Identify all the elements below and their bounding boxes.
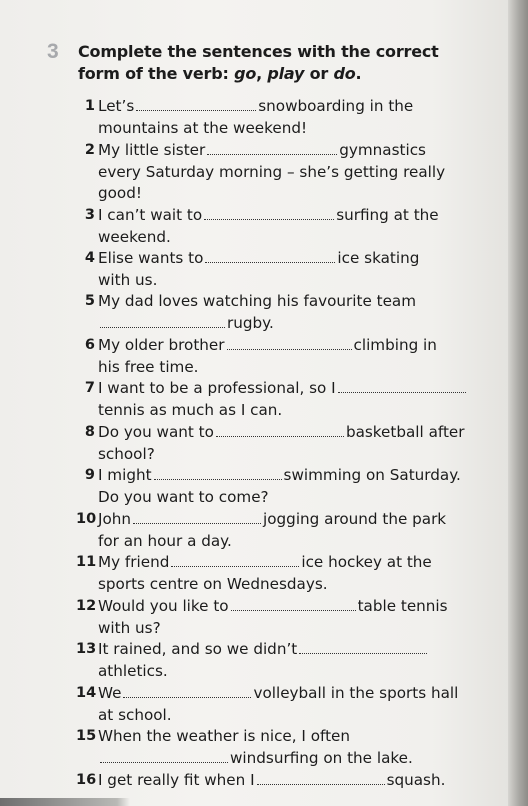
answer-blank[interactable] xyxy=(123,683,251,698)
item-number: 3 xyxy=(84,207,95,223)
sentence-line xyxy=(98,96,413,118)
answer-blank[interactable] xyxy=(216,422,344,437)
sentence-text: at school. xyxy=(98,705,172,724)
sentence-text: I get really fit when I xyxy=(98,771,255,789)
sentence-line xyxy=(98,227,171,249)
sentence-text: ice hockey at the xyxy=(301,553,432,571)
sentence-text: rugby. xyxy=(227,313,274,332)
sentence-line xyxy=(98,313,274,335)
sentence-line xyxy=(98,531,232,553)
answer-blank[interactable] xyxy=(299,639,427,654)
sentence-text: tennis as much as I can. xyxy=(98,400,283,419)
item-number: 14 xyxy=(76,685,97,701)
sentence-text: When the weather is nice, I often xyxy=(98,727,351,745)
sentence-line xyxy=(98,357,199,379)
sentence-line xyxy=(98,487,269,509)
answer-blank[interactable] xyxy=(100,313,225,328)
sentence-line xyxy=(98,248,419,270)
sentence-text: We xyxy=(98,684,122,702)
item-number: 4 xyxy=(84,250,95,266)
item-number: 16 xyxy=(76,772,97,788)
item-number: 1 xyxy=(84,98,95,114)
item-number: 6 xyxy=(84,337,95,353)
sentence-line xyxy=(98,444,155,466)
book-spine-edge xyxy=(508,0,528,806)
answer-blank[interactable] xyxy=(257,770,385,785)
answer-blank[interactable] xyxy=(227,335,352,350)
item-number: 2 xyxy=(84,142,95,158)
sentence-text: snowboarding in the xyxy=(258,97,414,115)
sentence-text: jogging around the park xyxy=(263,510,447,528)
sentence-line xyxy=(98,639,429,661)
sentence-line xyxy=(98,509,446,531)
sentence-text: table tennis xyxy=(357,597,448,615)
sentence-text: Elise wants to xyxy=(98,249,204,267)
answer-blank[interactable] xyxy=(154,465,282,480)
sentence-text: My little sister xyxy=(98,141,206,159)
sentence-text: sports centre on Wednesdays. xyxy=(98,574,328,593)
item-number: 12 xyxy=(76,598,97,614)
sentence-line xyxy=(98,465,461,487)
answer-blank[interactable] xyxy=(100,748,228,763)
sentence-line xyxy=(98,705,172,727)
sentence-text: Do you want to xyxy=(98,423,214,441)
sentence-line xyxy=(98,270,157,292)
sentence-text: Would you like to xyxy=(98,597,229,615)
sentence-line xyxy=(98,183,142,205)
sentence-text: weekend. xyxy=(98,227,171,246)
sentence-line xyxy=(98,335,437,357)
item-number: 8 xyxy=(84,424,95,440)
sentence-text: with us? xyxy=(98,618,161,637)
sentence-text: his free time. xyxy=(98,357,199,376)
item-number: 9 xyxy=(84,467,95,483)
item-number: 7 xyxy=(84,380,95,396)
sentence-line xyxy=(98,291,416,313)
answer-blank[interactable] xyxy=(133,509,261,524)
sentence-line xyxy=(98,378,468,400)
sentence-text: It rained, and so we didn’t xyxy=(98,640,298,658)
sentence-text: I want to be a professional, so I xyxy=(98,379,336,397)
sentence-line xyxy=(98,162,445,184)
sentence-text: I can’t wait to xyxy=(98,206,203,224)
sentence-text: ice skating xyxy=(337,249,420,267)
item-number: 13 xyxy=(76,641,97,657)
sentence-text: My friend xyxy=(98,553,170,571)
sentence-line xyxy=(98,661,168,683)
sentence-text: athletics. xyxy=(98,661,168,680)
sentence-text: My older brother xyxy=(98,336,225,354)
sentence-line xyxy=(98,683,458,705)
sentence-line xyxy=(98,140,426,162)
sentence-text: Let’s xyxy=(98,97,135,115)
sentence-text: every Saturday morning – she’s getting really xyxy=(98,162,446,181)
answer-blank[interactable] xyxy=(204,205,334,220)
sentence-text: school? xyxy=(98,444,155,463)
sentence-text: Do you want to come? xyxy=(98,487,269,506)
sentence-line xyxy=(98,205,439,227)
sentence-text: windsurfing on the lake. xyxy=(230,748,413,767)
sentence-line xyxy=(98,618,161,640)
answer-blank[interactable] xyxy=(231,596,356,611)
answer-blank[interactable] xyxy=(338,378,466,393)
sentence-text: My dad loves watching his favourite team xyxy=(98,292,417,310)
answer-blank[interactable] xyxy=(136,96,256,111)
exercise-instruction: Complete the sentences with the correct form of the verb: go, play or do. xyxy=(78,42,439,83)
sentence-line xyxy=(98,770,445,792)
answer-blank[interactable] xyxy=(205,248,335,263)
sentence-line xyxy=(98,596,448,618)
sentence-text: surfing at the xyxy=(336,206,439,224)
item-number: 10 xyxy=(76,511,97,527)
item-number: 15 xyxy=(76,728,97,744)
item-number: 11 xyxy=(76,554,97,570)
sentence-line xyxy=(98,574,328,596)
sentence-text: basketball after xyxy=(345,423,465,441)
sentence-line xyxy=(98,422,465,444)
sentence-line xyxy=(98,726,350,748)
sentence-line xyxy=(98,400,282,422)
sentence-text: I might xyxy=(98,466,152,484)
sentence-text: mountains at the weekend! xyxy=(98,118,308,137)
sentence-text: good! xyxy=(98,184,142,203)
sentence-text: John xyxy=(98,510,132,528)
sentence-text: swimming on Saturday. xyxy=(283,466,461,484)
sentence-line xyxy=(98,552,432,574)
sentence-text: with us. xyxy=(98,270,158,289)
page-shadow xyxy=(0,798,130,806)
sentence-line xyxy=(98,118,307,140)
answer-blank[interactable] xyxy=(171,552,299,567)
sentence-text: squash. xyxy=(386,771,446,789)
answer-blank[interactable] xyxy=(207,140,337,155)
sentence-text: volleyball in the sports hall xyxy=(253,684,459,702)
sentence-line xyxy=(98,748,413,770)
item-number: 5 xyxy=(84,293,95,309)
exercise-number: 3 xyxy=(47,40,59,63)
sentence-text: gymnastics xyxy=(339,141,426,159)
sentence-text: climbing in xyxy=(353,336,437,354)
sentence-text: for an hour a day. xyxy=(98,531,232,550)
